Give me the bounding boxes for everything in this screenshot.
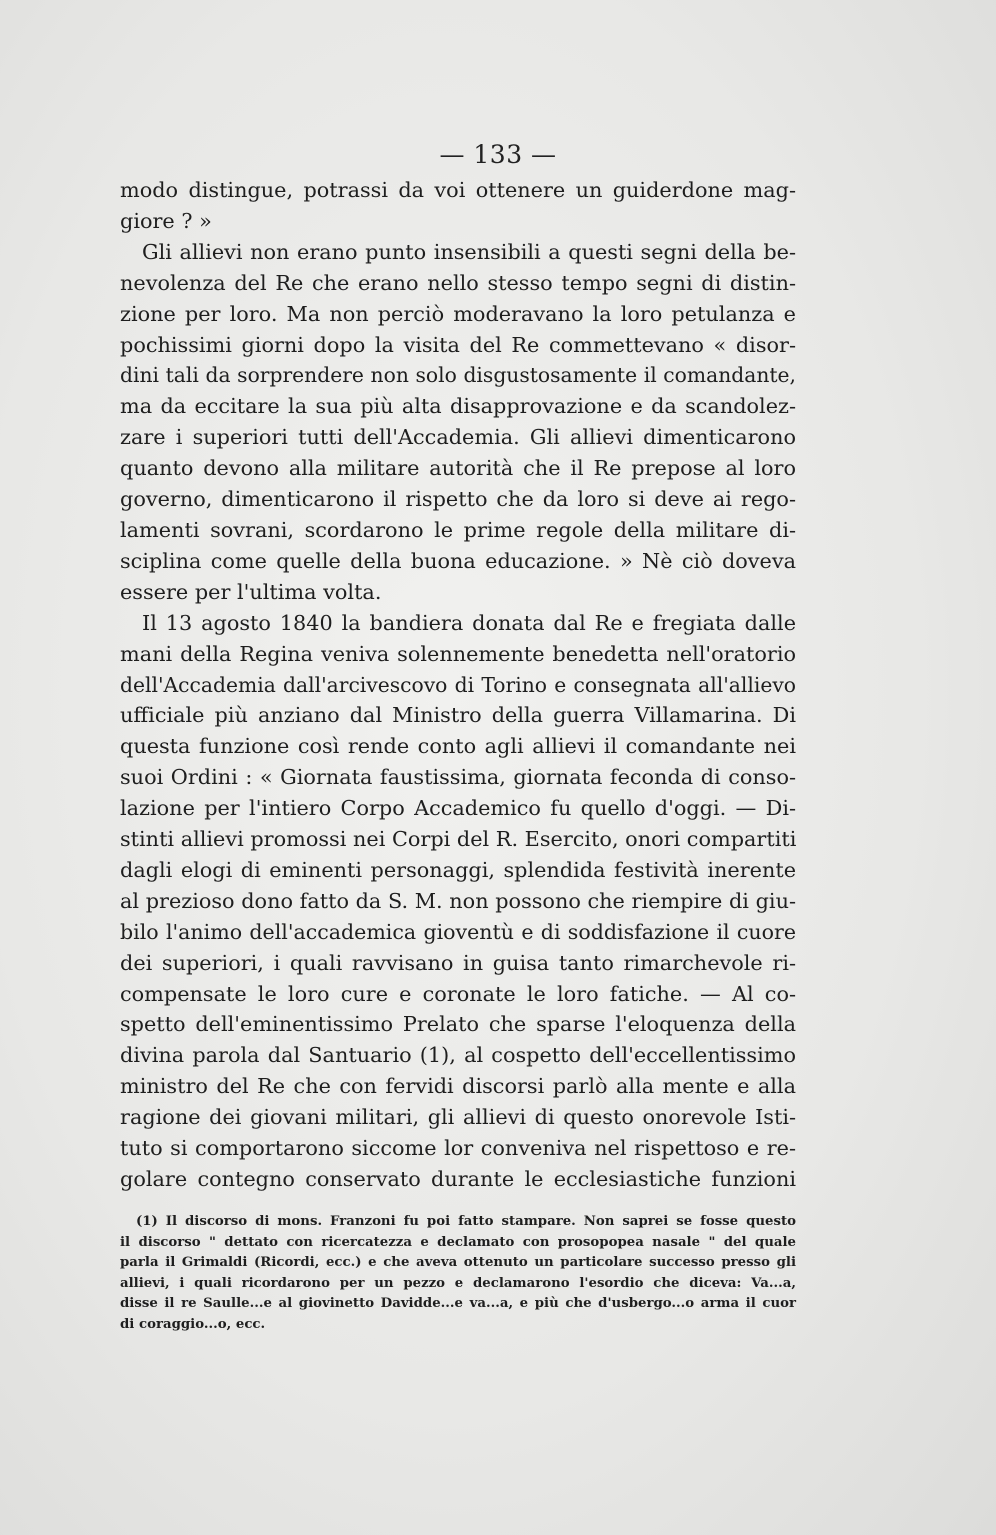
footnote-line: allievi, i quali ricordarono per un pezzo e declamarono l'esordio che diceva: Va...a,: [120, 1275, 796, 1291]
text-line: ma da eccitare la sua più alta disapprovazione e da scandolez-: [120, 394, 796, 419]
text-line: compensate le loro cure e coronate le loro fatiche. — Al co-: [120, 981, 796, 1006]
text-line: giore ? »: [120, 208, 212, 233]
text-line: ministro del Re che con fervidi discorsi parlò alla mente e alla: [120, 1074, 796, 1099]
footnote-line: disse il re Saulle...e al giovinetto Davidde...e va...a, e più che d'usbergo...o arma il cuor: [120, 1296, 796, 1312]
text-line: spetto dell'eminentissimo Prelato che sparse l'eloquenza della: [120, 1012, 796, 1037]
text-line: quanto devono alla militare autorità che il Re prepose al loro: [120, 456, 796, 481]
text-line: ragione dei giovani militari, gli allievi di questo onorevole Isti-: [120, 1105, 796, 1130]
text-line: sciplina come quelle della buona educazione. » Nè ciò doveva: [120, 548, 796, 573]
text-line: divina parola dal Santuario (1), al cospetto dell'eccellentissimo: [120, 1043, 796, 1068]
footnote-line: parla il Grimaldi (Ricordi, ecc.) e che aveva ottenuto un particolare successo presso gli: [120, 1255, 796, 1271]
text-line: stinti allievi promossi nei Corpi del R. Esercito, onori compartiti: [120, 827, 797, 852]
text-line: lazione per l'intiero Corpo Accademico fu quello d'oggi. — Di-: [120, 796, 796, 821]
text-line: dagli elogi di eminenti personaggi, splendida festività inerente: [120, 857, 796, 882]
text-line: Gli allievi non erano punto insensibili a questi segni della be-: [142, 239, 796, 264]
text-line: governo, dimenticarono il rispetto che da loro si deve ai rego-: [120, 487, 796, 512]
text-line: dei superiori, i quali ravvisano in guisa tanto rimarchevole ri-: [120, 950, 796, 975]
text-line: suoi Ordini : « Giornata faustissima, giornata feconda di conso-: [120, 765, 796, 790]
text-line: zare i superiori tutti dell'Accademia. Gli allievi dimenticarono: [120, 425, 796, 450]
footnotes: [120, 1212, 796, 1336]
text-line: modo distingue, potrassi da voi ottenere un guiderdone mag-: [120, 178, 796, 202]
page-number: — 133 —: [439, 140, 557, 169]
text-line: bilo l'animo dell'accademica gioventù e di soddisfazione il cuore: [120, 919, 796, 944]
text-line: lamenti sovrani, scordarono le prime regole della militare di-: [120, 517, 796, 542]
footnote-line: di coraggio...o, ecc.: [120, 1316, 266, 1332]
text-line: dini tali da sorprendere non solo disgustosamente il comandante,: [120, 363, 796, 388]
text-line: golare contegno conservato durante le ecclesiastiche funzioni: [120, 1167, 796, 1191]
body-text: [120, 175, 796, 1195]
text-line: questa funzione così rende conto agli allievi il comandante nei: [120, 734, 796, 759]
text-line: pochissimi giorni dopo la visita del Re commettevano « disor-: [120, 332, 796, 357]
text-line: mani della Regina veniva solennemente benedetta nell'oratorio: [120, 641, 796, 666]
text-line: nevolenza del Re che erano nello stesso tempo segni di distin-: [120, 270, 796, 295]
text-line: Il 13 agosto 1840 la bandiera donata dal Re e fregiata dalle: [142, 610, 796, 635]
text-line: essere per l'ultima volta.: [120, 579, 382, 604]
text-line: dell'Accademia dall'arcivescovo di Torino e consegnata all'allievo: [120, 672, 796, 697]
footnote-line: (1) Il discorso di mons. Franzoni fu poi fatto stampare. Non saprei se fosse questo: [136, 1214, 796, 1229]
text-line: ufficiale più anziano dal Ministro della guerra Villamarina. Di: [120, 703, 796, 728]
text-line: tuto si comportarono siccome lor conveniva nel rispettoso e re-: [120, 1136, 796, 1161]
footnote-line: il discorso " dettato con ricercatezza e declamato con prosopopea nasale " del quale: [120, 1234, 796, 1250]
text-line: zione per loro. Ma non perciò moderavano la loro petulanza e: [120, 301, 796, 326]
text-line: al prezioso dono fatto da S. M. non possono che riempire di giu-: [120, 888, 796, 913]
